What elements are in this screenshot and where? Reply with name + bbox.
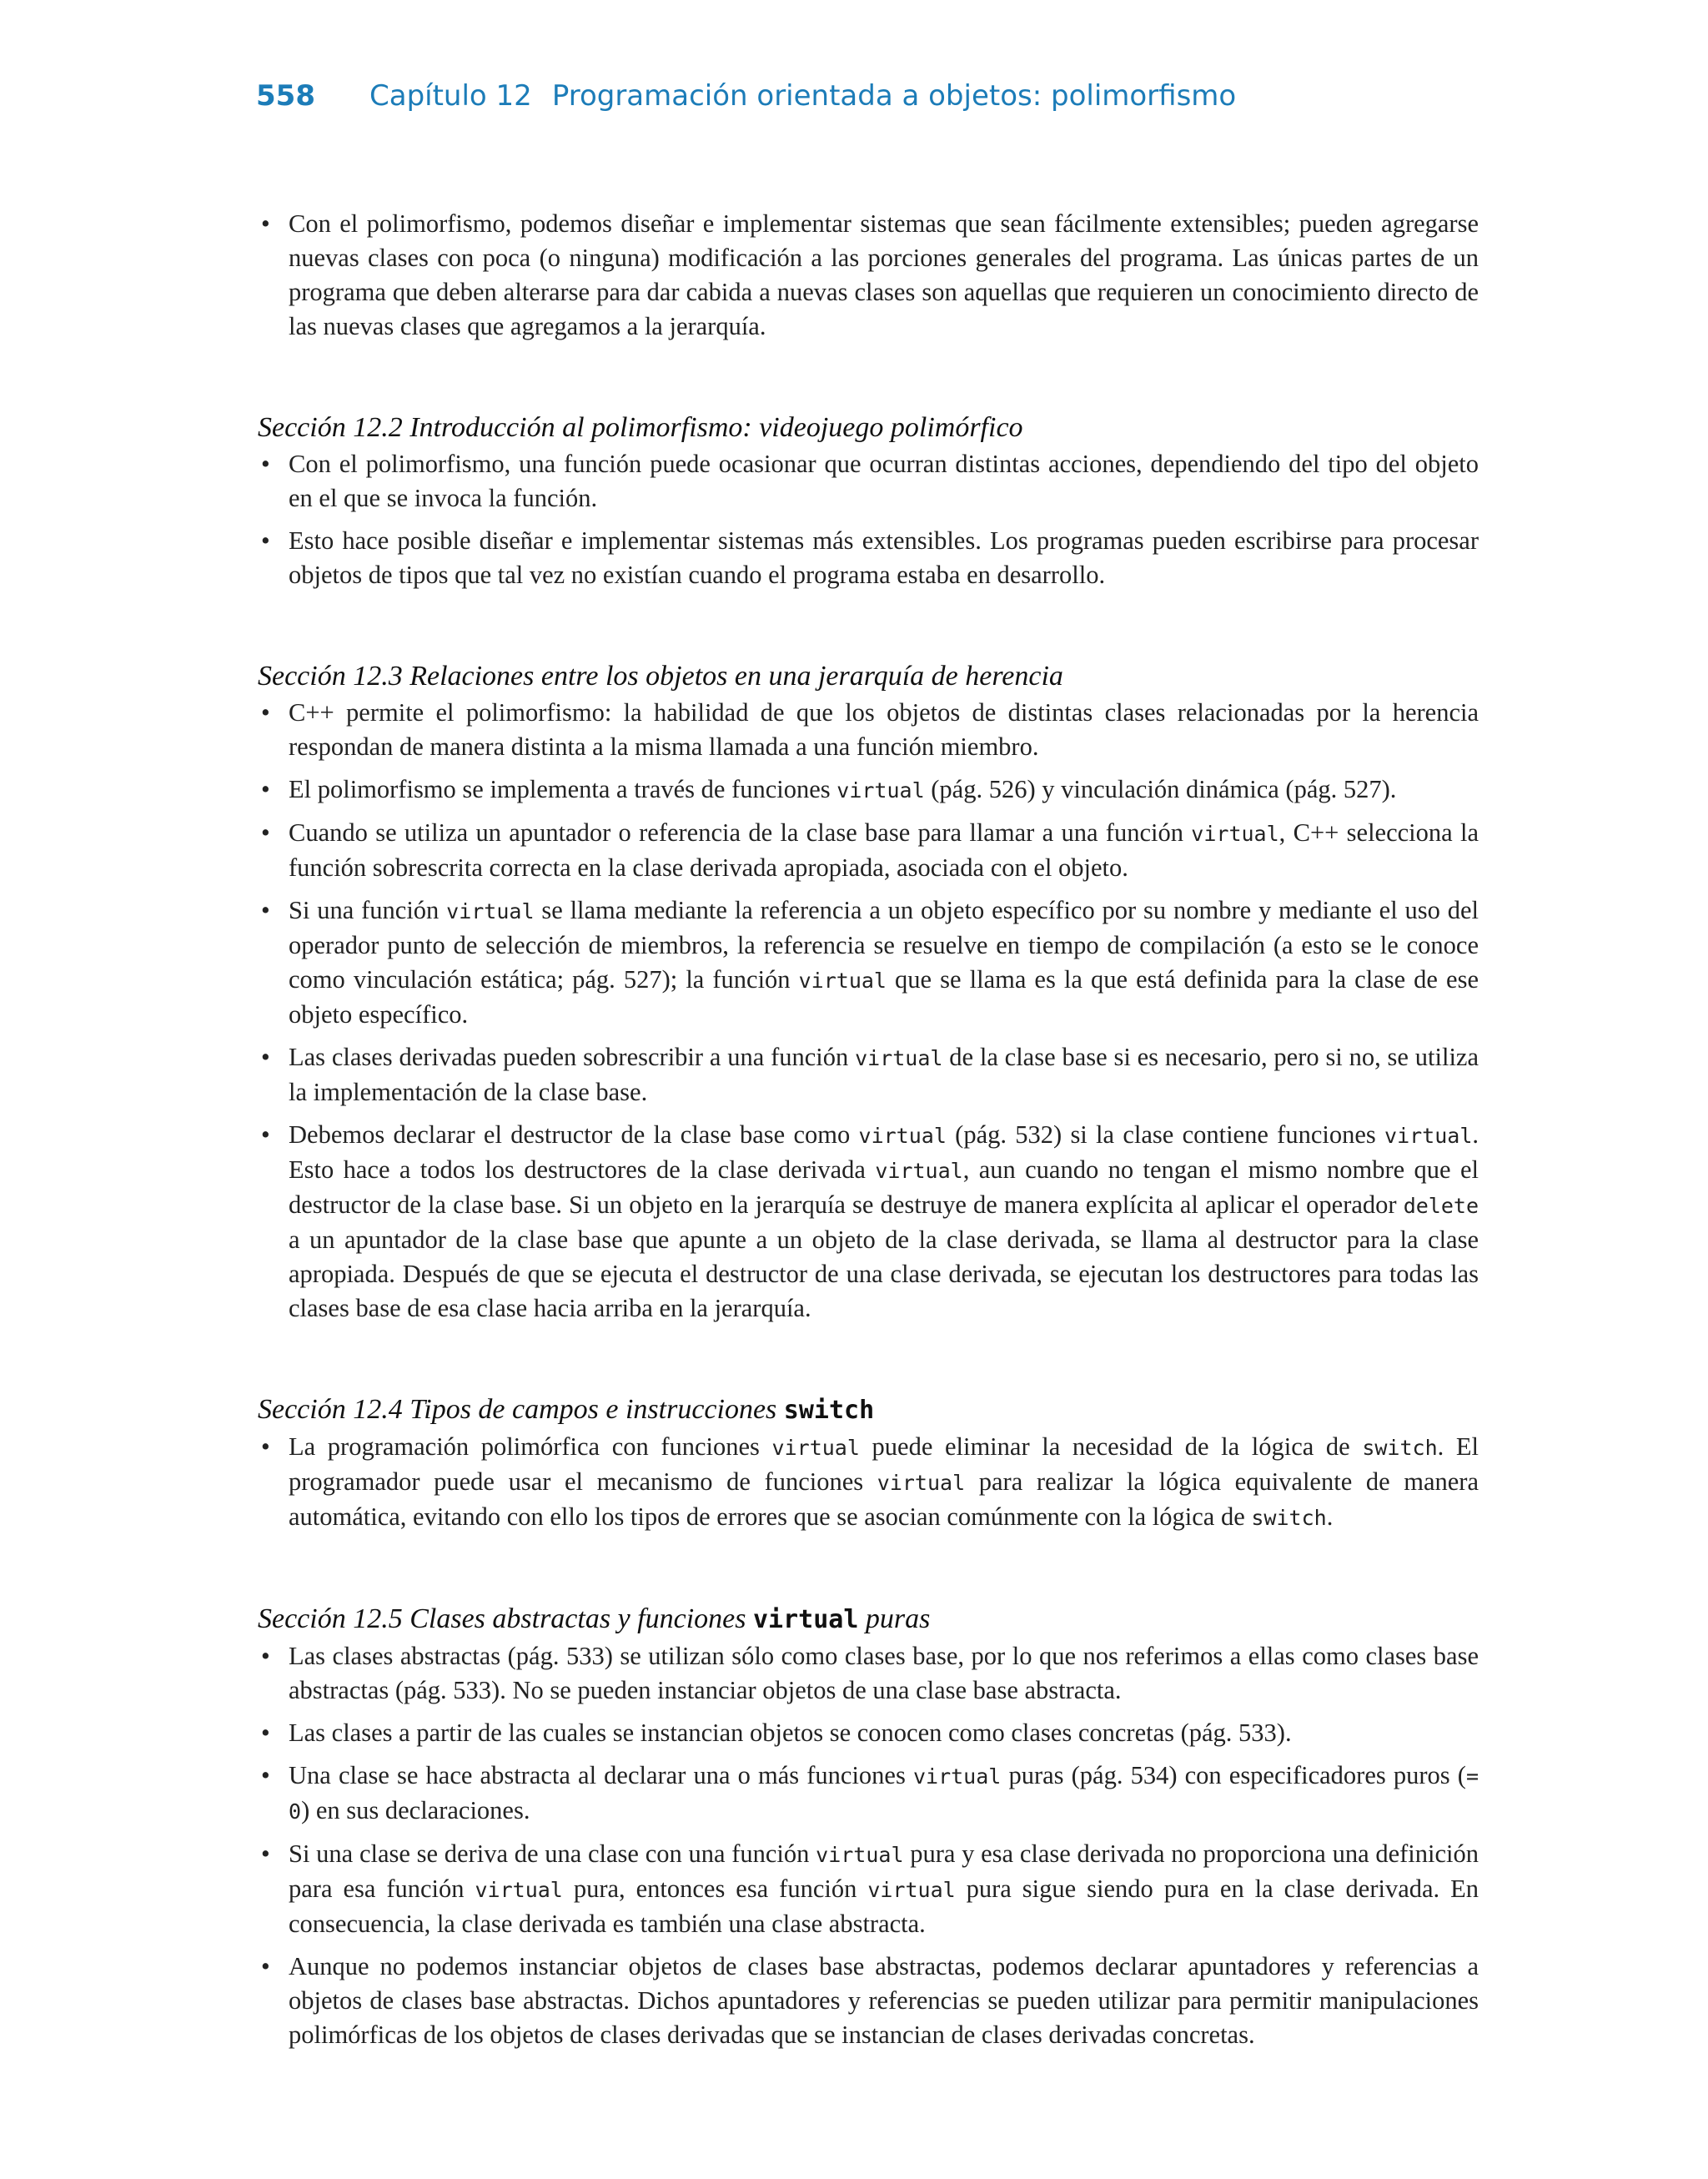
list-item: • Con el polimorfismo, podemos diseñar e implementar sistemas que sean fácilmente extensibles; pueden agregarse nuevas clases con poca (o ninguna) modificación a las porciones generales del programa. Las únicas partes de un programa que deben alterarse para dar cabida a nuevas clases son aquellas que requieren un conocimiento directo de las nuevas clases que agregamos a la jerarquía. [258,207,1479,344]
text-run: (pág. 526) y vinculación dinámica (pág. 527). [924,775,1397,803]
chapter-label: Capítulo 12 [369,79,532,113]
code-term: virtual [912,1764,1002,1789]
list-item: • Esto hace posible diseñar e implementar sistemas más extensibles. Los programas pueden escribirse para procesar objetos de tipos que tal vez no existían cuando el programa estaba en desarrollo. [258,524,1479,592]
code-term: switch [1362,1436,1438,1460]
list-item [258,1040,1479,1110]
running-header [256,79,1236,113]
heading-text: puras [858,1603,931,1634]
code-term: virtual [798,969,887,993]
list-item [258,1430,1479,1535]
list-item: • Las clases abstractas (pág. 533) se utilizan sólo como clases base, por lo que nos referimos a ellas como clases base abstractas (pág. 533). No se pueden instanciar objetos de una clase base abstracta. [258,1639,1479,1708]
code-term: virtual [1384,1124,1473,1148]
text-run: . [1326,1502,1334,1531]
code-term: virtual [877,1471,966,1495]
text-run: Las clases derivadas pueden sobrescribir a una función [289,1043,856,1071]
section-list [258,1639,1479,2052]
code-term: virtual [867,1878,956,1902]
text-run: Si una función [289,896,447,924]
section-heading [258,1392,1479,1428]
code-term: virtual [771,1436,860,1460]
list-item: • Aunque no podemos instanciar objetos de clases base abstractas, podemos declarar apuntadores y referencias a objetos de clases base abstractas. Dichos apuntadores y referencias se pueden utilizar para permitir manipulaciones polimórficas de los objetos de clases derivadas que se instancian de clases derivadas concretas. [258,1950,1479,2052]
section-heading: Sección 12.3 Relaciones entre los objetos en una jerarquía de herencia [258,661,1063,692]
list-item: • C++ permite el polimorfismo: la habilidad de que los objetos de distintas clases relacionadas por la herencia respondan de manera distinta a la misma llamada a una función miembro. [258,696,1479,764]
text-run: , aun cuando no tengan el mismo nombre que el destructor de la clase base. Si un objeto en la jerarquía se destruye de manera explícita al aplicar el operador [289,1155,1479,1219]
code-term: = 0 [289,1764,1479,1824]
text-run: Si una clase se deriva de una clase con una función [289,1839,816,1868]
heading-text: Sección 12.4 Tipos de campos e instrucciones [258,1394,784,1425]
code-term: virtual [446,899,535,923]
code-term: virtual [836,778,925,803]
text-run: Debemos declarar el destructor de la clase base como [289,1120,859,1149]
text-run: Cuando se utiliza un apuntador o referencia de la clase base para llamar a una función [289,818,1192,847]
page-number: 558 [256,79,315,113]
heading-text: Sección 12.5 Clases abstractas y funciones [258,1603,753,1634]
text-run: La programación polimórfica con funciones [289,1432,772,1461]
text-run: pura y esa clase derivada no proporciona una definición para esa función [289,1839,1479,1903]
text-run: puras (pág. 534) con especificadores puros ( [1001,1761,1466,1789]
text-run: puede eliminar la necesidad de la lógica de [859,1432,1363,1461]
text-run: (pág. 532) si la clase contiene funciones [946,1120,1385,1149]
text-run: para realizar la lógica equivalente de manera automática, evitando con ello los tipos de errores que se asocian comúnmente con la lógica de [289,1467,1479,1531]
list-item [258,772,1479,808]
text-run: pura, entonces esa función [562,1875,868,1903]
code-term: virtual [752,1605,859,1634]
code-term: delete [1403,1194,1479,1218]
list-item: • Las clases a partir de las cuales se instancian objetos se conocen como clases concretas (pág. 533). [258,1716,1479,1750]
section-list [258,696,1479,1326]
text-run: , C++ selecciona la función sobrescrita correcta en la clase derivada apropiada, asociada con el objeto. [289,818,1479,882]
section-heading: Sección 12.2 Introducción al polimorfismo: videojuego polimórfico [258,412,1023,443]
code-term: virtual [1191,822,1279,846]
text-run: a un apuntador de la clase base que apunte a un objeto de la clase derivada, se llama al destructor para la clase apropiada. Después de que se ejecuta el destructor de una clase derivada, se ejecutan los destructores para todas las clases base de esa clase hacia arriba en la jerarquía. [289,1225,1479,1322]
text-run: ) en sus declaraciones. [301,1796,530,1824]
summary-content [258,207,1479,2061]
list-item [258,816,1479,885]
code-term: virtual [875,1159,963,1183]
code-term: virtual [816,1843,904,1867]
section-12-2 [258,410,1479,592]
text-run: El polimorfismo se implementa a través de funciones [289,775,837,803]
chapter-title: Programación orientada a objetos: polimorfismo [551,79,1237,113]
list-item [258,893,1479,1032]
section-12-5 [258,1602,1479,2052]
code-term: switch [783,1396,875,1425]
list-item: • Con el polimorfismo, una función puede ocasionar que ocurran distintas acciones, dependiendo del tipo del objeto en el que se invoca la función. [258,447,1479,516]
text-run: de la clase base si es necesario, pero si no, se utiliza la implementación de la clase base. [289,1043,1479,1106]
section-list [258,447,1479,592]
text-run: pura sigue siendo pura en la clase derivada. En consecuencia, la clase derivada es también una clase abstracta. [289,1875,1479,1938]
text-run: que se llama es la que está definida para la clase de ese objeto específico. [289,965,1479,1029]
list-item [258,1118,1479,1326]
section-12-4 [258,1392,1479,1535]
text-run: se llama mediante la referencia a un objeto específico por su nombre y mediante el uso del operador punto de selección de miembros, la referencia se resuelve en tiempo de compilación (a esto se le conoce como vinculación estática; pág. 527); la función [289,896,1479,994]
text-run: Una clase se hace abstracta al declarar una o más funciones [289,1761,913,1789]
code-term: virtual [475,1878,563,1902]
code-term: virtual [858,1124,947,1148]
code-term: virtual [855,1046,943,1070]
text-run: . Esto hace a todos los destructores de la clase derivada [289,1120,1479,1184]
intro-list [258,207,1479,344]
section-12-3 [258,659,1479,1326]
section-heading [258,1602,1479,1638]
text-run: . El programador puede usar el mecanismo de funciones [289,1432,1479,1496]
list-item [258,1759,1479,1829]
code-term: switch [1251,1506,1327,1530]
section-list [258,1430,1479,1535]
list-item [258,1837,1479,1941]
